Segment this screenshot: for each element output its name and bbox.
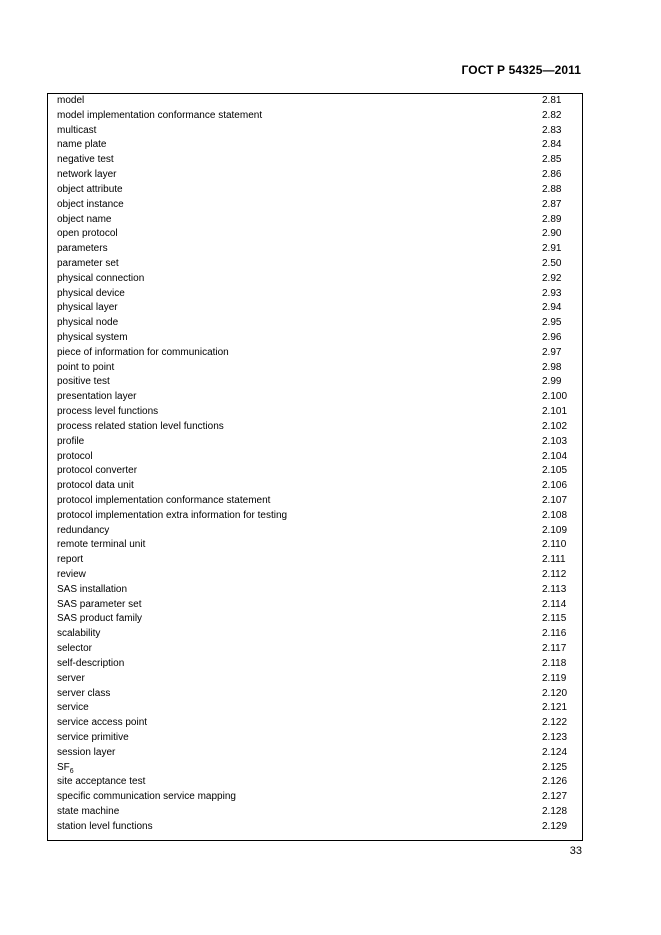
- term-text: remote terminal unit: [57, 539, 146, 551]
- section-reference: 2.108: [542, 509, 568, 521]
- section-reference: 2.123: [542, 731, 568, 743]
- term-text: specific communication service mapping: [57, 791, 236, 803]
- term-text: presentation layer: [57, 391, 137, 403]
- table-row: [48, 94, 582, 109]
- term-label: [57, 94, 84, 109]
- term-label: [57, 687, 110, 702]
- table-row: [48, 331, 582, 346]
- section-reference: 2.100: [542, 391, 568, 403]
- term-text: object name: [57, 213, 112, 225]
- section-reference: 2.110: [542, 539, 567, 551]
- table-row: [48, 642, 582, 657]
- term-label: [57, 153, 114, 168]
- term-label: [57, 568, 86, 583]
- term-text: server class: [57, 687, 111, 699]
- term-text: negative test: [57, 154, 114, 166]
- table-row: [48, 524, 582, 539]
- term-text: SAS parameter set: [57, 598, 142, 610]
- term-label: [57, 464, 137, 479]
- term-label: [57, 716, 147, 731]
- term-text: SAS product family: [57, 613, 143, 625]
- table-row: [48, 612, 582, 627]
- section-reference: 2.102: [542, 420, 568, 432]
- section-reference: 2.113: [542, 583, 567, 595]
- table-row: [48, 775, 582, 790]
- table-row: [48, 820, 582, 835]
- section-reference: 2.121: [542, 702, 568, 714]
- table-row: [48, 109, 582, 124]
- term-text: redundancy: [57, 524, 110, 536]
- term-label: [57, 805, 119, 820]
- table-row: [48, 198, 582, 213]
- term-label: [57, 701, 89, 716]
- term-subscript: 6: [69, 767, 74, 775]
- section-reference: 2.86: [542, 169, 562, 181]
- term-text: review: [57, 569, 86, 580]
- section-reference: 2.96: [542, 332, 562, 343]
- table-row: [48, 790, 582, 805]
- term-text: protocol converter: [57, 465, 138, 477]
- term-text: parameter set: [57, 257, 119, 269]
- term-label: [57, 731, 129, 746]
- table-row: [48, 450, 582, 465]
- term-label: [57, 287, 125, 302]
- term-text: protocol: [57, 450, 93, 462]
- section-reference: 2.112: [542, 569, 567, 580]
- table-row: [48, 494, 582, 509]
- term-label: [57, 820, 153, 835]
- term-text: process level functions: [57, 406, 159, 418]
- term-label: [57, 168, 116, 183]
- section-reference: 2.50: [542, 257, 562, 269]
- table-row: [48, 761, 582, 776]
- term-label: [57, 109, 262, 124]
- term-text: name plate: [57, 139, 107, 151]
- section-reference: 2.128: [542, 806, 568, 817]
- section-reference: 2.105: [542, 465, 568, 477]
- section-reference: 2.95: [542, 317, 562, 329]
- table-row: [48, 598, 582, 613]
- section-reference: 2.88: [542, 183, 562, 195]
- index-rows: [48, 94, 582, 835]
- term-text: SAS installation: [57, 583, 128, 595]
- term-label: [57, 242, 108, 257]
- term-text: multicast: [57, 124, 97, 136]
- term-text: SF: [57, 761, 70, 773]
- term-label: [57, 138, 106, 153]
- term-label: [57, 420, 224, 435]
- term-text: model implementation conformance statement: [57, 109, 263, 121]
- section-reference: 2.127: [542, 791, 568, 803]
- table-row: [48, 701, 582, 716]
- table-row: [48, 346, 582, 361]
- section-reference: 2.90: [542, 228, 562, 240]
- section-reference: 2.87: [542, 198, 562, 210]
- section-reference: 2.124: [542, 746, 568, 758]
- section-reference: 2.84: [542, 139, 562, 151]
- term-text: session layer: [57, 746, 116, 758]
- term-label: [57, 405, 158, 420]
- section-reference: 2.92: [542, 272, 562, 284]
- term-label: [57, 331, 128, 346]
- term-label: [57, 198, 124, 213]
- term-label: [57, 642, 92, 657]
- table-row: [48, 716, 582, 731]
- term-text: station level functions: [57, 820, 153, 832]
- term-text: protocol implementation conformance statement: [57, 494, 271, 506]
- section-reference: 2.83: [542, 124, 562, 136]
- term-label: [57, 213, 111, 228]
- table-row: [48, 657, 582, 672]
- term-text: physical layer: [57, 302, 118, 314]
- section-reference: 2.93: [542, 287, 562, 299]
- table-row: [48, 746, 582, 761]
- term-label: [57, 598, 141, 613]
- term-label: [57, 435, 84, 450]
- table-row: [48, 805, 582, 820]
- term-label: [57, 346, 229, 361]
- section-reference: 2.81: [542, 95, 562, 106]
- section-reference: 2.104: [542, 450, 568, 462]
- term-text: service access point: [57, 717, 148, 729]
- term-text: positive test: [57, 376, 110, 388]
- term-label: [57, 672, 85, 687]
- section-reference: 2.91: [542, 243, 562, 255]
- term-label: [57, 316, 118, 331]
- section-reference: 2.103: [542, 435, 568, 447]
- table-row: [48, 301, 582, 316]
- term-label: [57, 775, 145, 790]
- table-row: [48, 375, 582, 390]
- section-reference: 2.111: [542, 554, 566, 566]
- term-text: model: [57, 95, 85, 106]
- table-row: [48, 287, 582, 302]
- term-text: site acceptance test: [57, 776, 146, 788]
- table-row: [48, 138, 582, 153]
- table-row: [48, 479, 582, 494]
- term-label: [57, 450, 93, 465]
- table-row: [48, 731, 582, 746]
- term-text: service primitive: [57, 731, 129, 743]
- term-label: [57, 375, 110, 390]
- table-row: [48, 538, 582, 553]
- term-text: physical node: [57, 317, 119, 329]
- document-code: ГОСТ Р 54325—2011: [461, 63, 581, 77]
- section-reference: 2.118: [542, 657, 567, 669]
- section-reference: 2.94: [542, 302, 562, 314]
- term-label: [57, 509, 287, 524]
- term-label: [57, 583, 127, 598]
- section-reference: 2.109: [542, 524, 568, 536]
- table-row: [48, 464, 582, 479]
- term-label: [57, 761, 74, 776]
- term-label: [57, 627, 100, 642]
- table-row: [48, 242, 582, 257]
- section-reference: 2.115: [542, 613, 567, 625]
- page-number: 33: [569, 845, 582, 857]
- table-row: [48, 227, 582, 242]
- term-text: process related station level functions: [57, 420, 224, 432]
- term-text: piece of information for communication: [57, 346, 229, 358]
- section-reference: 2.98: [542, 361, 562, 373]
- section-reference: 2.101: [542, 406, 568, 418]
- term-label: [57, 301, 118, 316]
- term-text: protocol implementation extra information for testing: [57, 509, 288, 521]
- section-reference: 2.106: [542, 480, 568, 492]
- term-label: [57, 553, 83, 568]
- table-row: [48, 257, 582, 272]
- term-text: report: [57, 554, 84, 566]
- term-text: physical device: [57, 287, 125, 299]
- table-row: [48, 183, 582, 198]
- table-row: [48, 435, 582, 450]
- section-reference: 2.119: [542, 672, 567, 684]
- term-text: open protocol: [57, 228, 118, 240]
- term-text: physical system: [57, 332, 128, 343]
- section-reference: 2.129: [542, 820, 568, 832]
- term-text: self-description: [57, 657, 125, 669]
- section-reference: 2.117: [542, 643, 567, 655]
- section-reference: 2.89: [542, 213, 562, 225]
- term-label: [57, 746, 115, 761]
- table-row: [48, 213, 582, 228]
- term-label: [57, 227, 118, 242]
- table-row: [48, 390, 582, 405]
- table-row: [48, 361, 582, 376]
- table-row: [48, 316, 582, 331]
- table-row: [48, 124, 582, 139]
- term-label: [57, 524, 109, 539]
- section-reference: 2.97: [542, 346, 562, 358]
- term-text: physical connection: [57, 272, 145, 284]
- term-text: scalability: [57, 628, 101, 640]
- term-text: state machine: [57, 806, 120, 817]
- term-label: [57, 272, 144, 287]
- section-reference: 2.120: [542, 687, 568, 699]
- term-label: [57, 124, 96, 139]
- table-row: [48, 405, 582, 420]
- term-text: point to point: [57, 361, 115, 373]
- term-label: [57, 479, 134, 494]
- term-text: selector: [57, 643, 93, 655]
- term-text: profile: [57, 435, 85, 447]
- index-table: [47, 93, 583, 841]
- term-label: [57, 257, 119, 272]
- term-label: [57, 390, 137, 405]
- term-label: [57, 612, 142, 627]
- section-reference: 2.99: [542, 376, 562, 388]
- table-row: [48, 687, 582, 702]
- term-label: [57, 183, 123, 198]
- section-reference: 2.82: [542, 109, 562, 121]
- table-row: [48, 583, 582, 598]
- term-label: [57, 494, 270, 509]
- term-text: object instance: [57, 198, 124, 210]
- term-label: [57, 657, 124, 672]
- table-row: [48, 168, 582, 183]
- term-label: [57, 361, 114, 376]
- term-text: service: [57, 702, 89, 714]
- section-reference: 2.126: [542, 776, 568, 788]
- table-row: [48, 272, 582, 287]
- term-label: [57, 790, 236, 805]
- term-text: parameters: [57, 243, 108, 255]
- table-row: [48, 568, 582, 583]
- section-reference: 2.116: [542, 628, 567, 640]
- section-reference: 2.114: [542, 598, 567, 610]
- term-label: [57, 538, 145, 553]
- section-reference: 2.107: [542, 494, 568, 506]
- table-row: [48, 153, 582, 168]
- table-row: [48, 420, 582, 435]
- section-reference: 2.125: [542, 761, 568, 773]
- term-text: network layer: [57, 169, 117, 181]
- table-row: [48, 509, 582, 524]
- table-row: [48, 672, 582, 687]
- table-row: [48, 627, 582, 642]
- section-reference: 2.85: [542, 154, 562, 166]
- section-reference: 2.122: [542, 717, 568, 729]
- term-text: object attribute: [57, 183, 123, 195]
- term-text: protocol data unit: [57, 480, 134, 492]
- term-text: server: [57, 672, 85, 684]
- table-row: [48, 553, 582, 568]
